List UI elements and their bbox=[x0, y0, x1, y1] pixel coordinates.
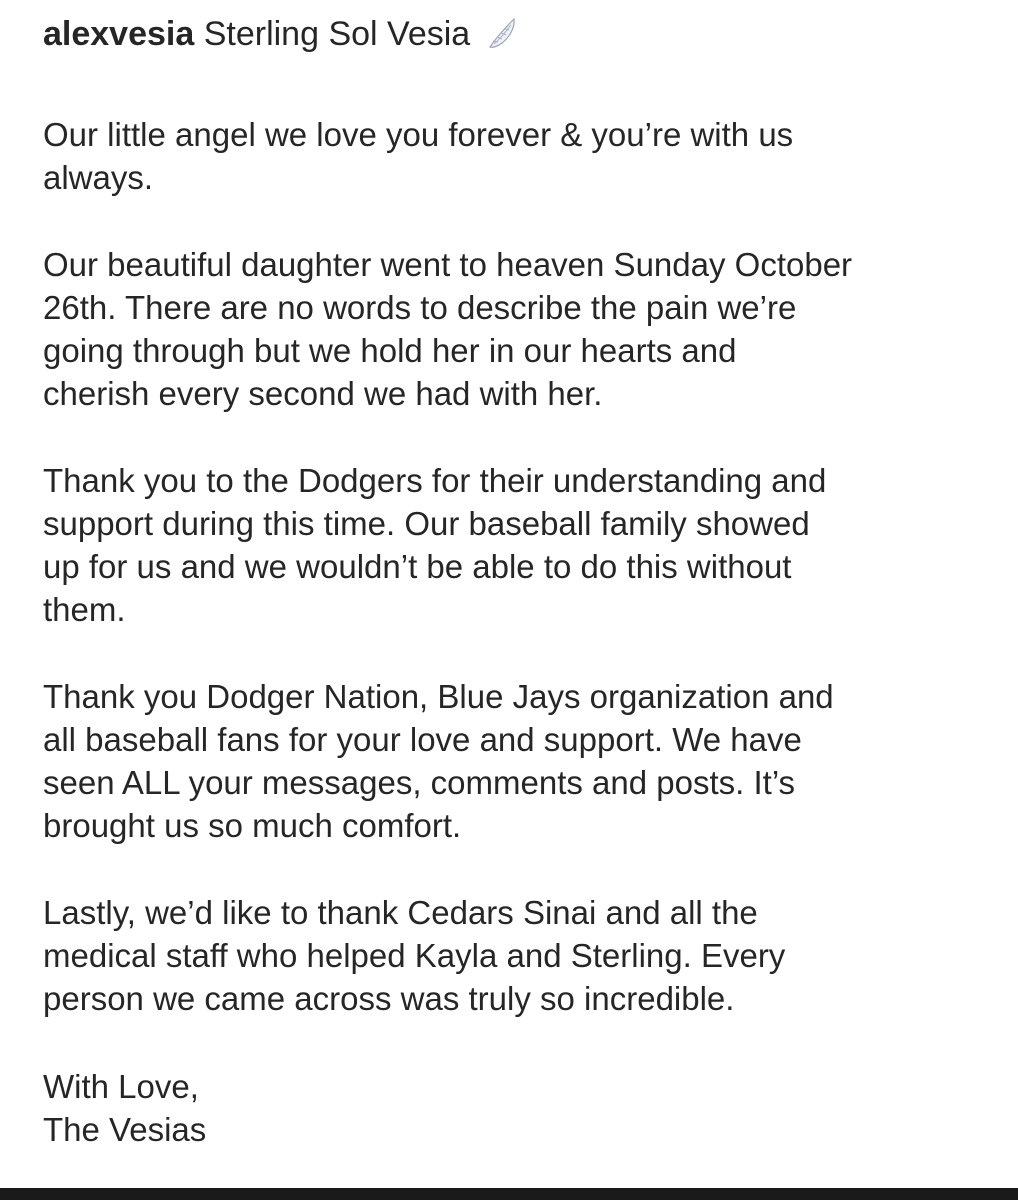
post-caption bbox=[43, 10, 993, 1151]
caption-header bbox=[43, 10, 993, 58]
username-link[interactable]: alexvesia bbox=[43, 15, 195, 53]
angel-wing-icon bbox=[484, 15, 520, 51]
caption-paragraph: Our little angel we love you forever & you’re with us always. bbox=[43, 116, 794, 196]
caption-paragraph: Thank you Dodger Nation, Blue Jays organization and all baseball fans for your love and support. We have seen ALL your messages, comments and posts. It’s brought us so much comfort. bbox=[43, 678, 834, 844]
caption-signoff: With Love, The Vesias bbox=[43, 1068, 207, 1148]
caption-paragraph: Thank you to the Dodgers for their understanding and support during this time. Our baseball family showed up for us and we wouldn’t be able to do this without them. bbox=[43, 462, 827, 628]
caption-paragraph: Lastly, we’d like to thank Cedars Sinai and all the medical staff who helped Kayla and Sterling. Every person we came across was truly so incredible. bbox=[43, 894, 786, 1017]
caption-paragraph: Our beautiful daughter went to heaven Sunday October 26th. There are no words to describe the pain we’re going through but we hold her in our hearts and cherish every second we had with her. bbox=[43, 246, 853, 412]
bottom-edge-bar bbox=[0, 1188, 1018, 1200]
caption-title: Sterling Sol Vesia bbox=[203, 15, 471, 53]
